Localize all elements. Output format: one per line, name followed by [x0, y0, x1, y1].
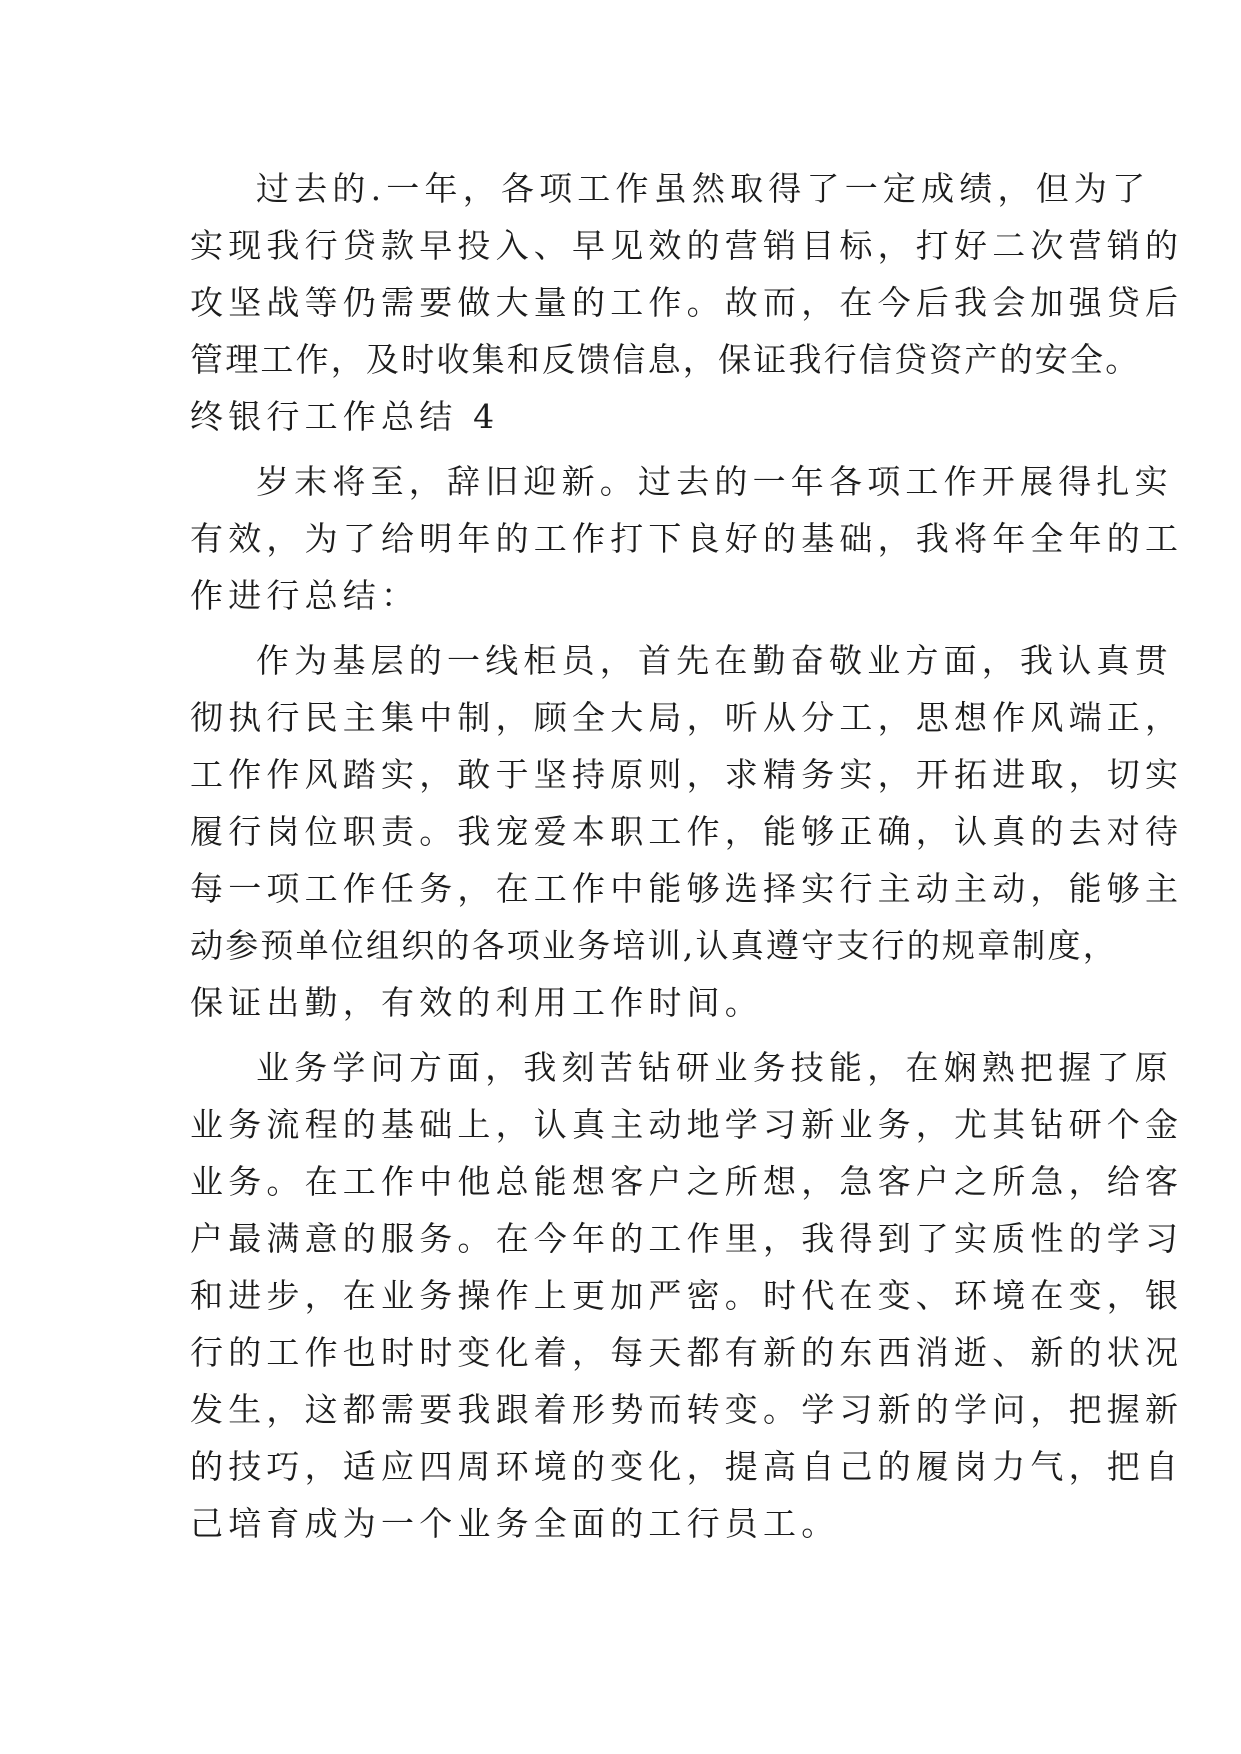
- text-line: 彻执行民主集中制，顾全大局，听从分工，思想作风端正，: [190, 698, 1184, 737]
- text-line: 业务学问方面，我刻苦钻研业务技能，在娴熟把握了原: [256, 1048, 1173, 1087]
- paragraph-2: [190, 453, 1184, 624]
- text-line: 的技巧，适应四周环境的变化，提高自己的履岗力气，把自: [190, 1447, 1184, 1486]
- text-line: 业务。在工作中他总能想客户之所想，急客户之所急，给客: [190, 1162, 1184, 1201]
- text-line: 管理工作，及时收集和反馈信息，保证我行信贷资产的安全。: [190, 340, 1141, 379]
- text-line: 岁末将至，辞旧迎新。过去的一年各项工作开展得扎实: [256, 462, 1173, 501]
- text-line: 户最满意的服务。在今年的工作里，我得到了实质性的学习: [190, 1219, 1184, 1258]
- section-heading: [190, 388, 1070, 445]
- text-line: 攻坚战等仍需要做大量的工作。故而，在今后我会加强贷后: [190, 283, 1184, 322]
- paragraph-4: [190, 1039, 1184, 1552]
- text-line: 作进行总结：: [190, 576, 420, 615]
- text-line: 履行岗位职责。我宠爱本职工作，能够正确，认真的去对待: [190, 812, 1184, 851]
- text-line: 发生，这都需要我跟着形势而转变。学习新的学问，把握新: [190, 1390, 1184, 1429]
- paragraph-1: [190, 160, 1184, 388]
- paragraph-3: [190, 632, 1184, 1031]
- text-line: 实现我行贷款早投入、早见效的营销目标，打好二次营销的: [190, 226, 1184, 265]
- text-line: 保证出勤，有效的利用工作时间。: [190, 983, 763, 1022]
- text-line: 工作作风踏实，敢于坚持原则，求精务实，开拓进取，切实: [190, 755, 1184, 794]
- document-body: [190, 160, 1184, 1552]
- text-line: 有效，为了给明年的工作打下良好的基础，我将年全年的工: [190, 519, 1184, 558]
- text-line: 作为基层的一线柜员，首先在勤奋敬业方面，我认真贯: [256, 641, 1173, 680]
- text-line: 每一项工作任务，在工作中能够选择实行主动主动，能够主: [190, 869, 1184, 908]
- text-line: 业务流程的基础上，认真主动地学习新业务，尤其钻研个金: [190, 1105, 1184, 1144]
- text-line: 动参预单位组织的各项业务培训,认真遵守支行的规章制度，: [190, 926, 1118, 965]
- text-line: 过去的.一年，各项工作虽然取得了一定成绩，但为了: [256, 169, 1151, 208]
- heading-line: 终银行工作总结 4: [190, 397, 500, 436]
- text-line: 己培育成为一个业务全面的工行员工。: [190, 1504, 840, 1543]
- text-line: 和进步，在业务操作上更加严密。时代在变、环境在变，银: [190, 1276, 1184, 1315]
- text-line: 行的工作也时时变化着，每天都有新的东西消逝、新的状况: [190, 1333, 1184, 1372]
